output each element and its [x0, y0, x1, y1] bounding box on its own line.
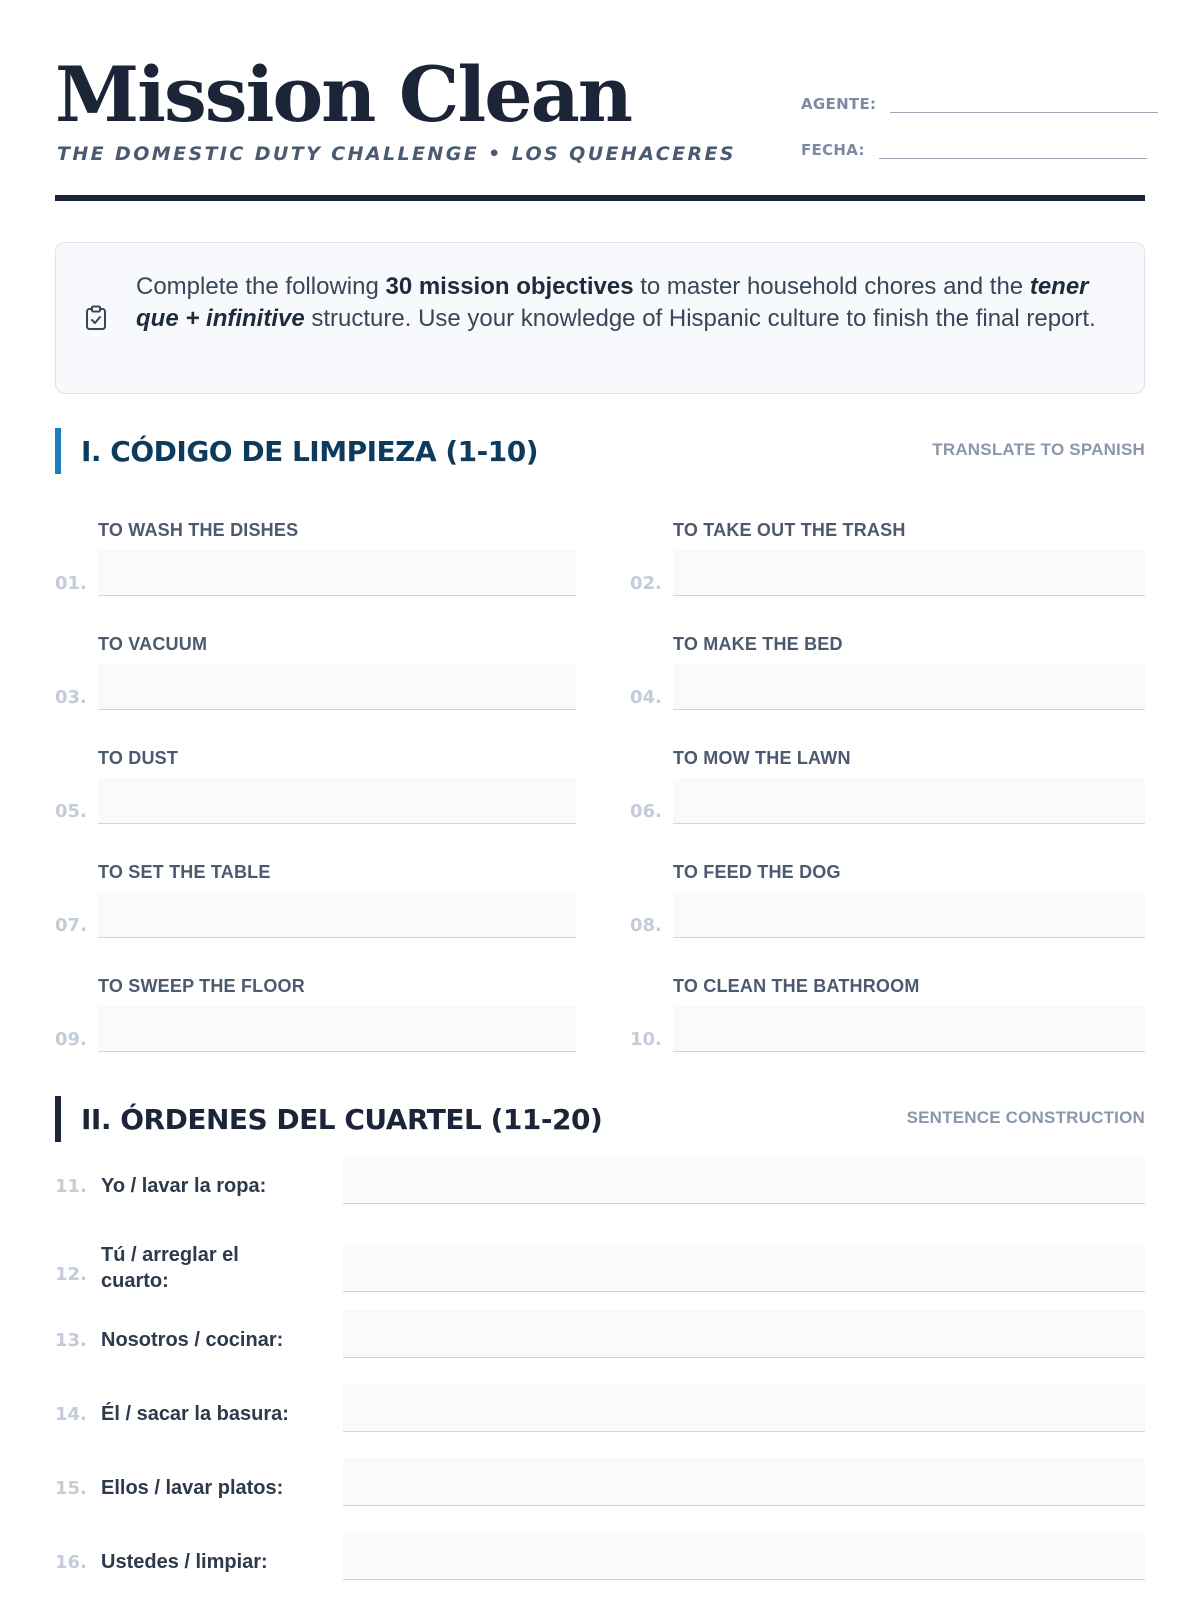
objective-number: 10.: [630, 1029, 662, 1050]
objective-number: 02.: [630, 573, 662, 594]
sentence-prompt: Nosotros / cocinar:: [101, 1329, 284, 1351]
objective-number: 04.: [630, 687, 662, 708]
objective-number: 05.: [55, 801, 87, 822]
worksheet-header: [55, 50, 1145, 203]
date-label: FECHA:: [801, 141, 865, 159]
objective-item: [55, 748, 576, 828]
answer-field[interactable]: [98, 550, 576, 596]
sentence-answer-field[interactable]: [343, 1384, 1145, 1432]
objective-item: [630, 748, 1145, 828]
section-2-tag: SENTENCE CONSTRUCTION: [906, 1108, 1145, 1127]
date-row: [801, 137, 1147, 159]
objective-number: 03.: [55, 687, 87, 708]
sentence-answer-field[interactable]: [343, 1532, 1145, 1580]
sentence-number: 12.: [55, 1264, 87, 1285]
section-1-accent-bar: [55, 428, 61, 474]
objective-prompt: TO TAKE OUT THE TRASH: [673, 520, 906, 540]
sentence-answer-field[interactable]: [343, 1310, 1145, 1358]
objectives-count: 30 mission objectives: [385, 273, 634, 300]
answer-field[interactable]: [98, 892, 576, 938]
instructions-box: [55, 242, 1145, 394]
objective-prompt: TO WASH THE DISHES: [98, 520, 299, 540]
instructions-text: Complete the following 30 mission objectives to master household chores and the tener que + infinitive structure. Use your knowledge of Hispanic culture to finish the final report.: [136, 273, 1096, 332]
sentence-answer-field[interactable]: [343, 1458, 1145, 1506]
page-subtitle: THE DOMESTIC DUTY CHALLENGE • LOS QUEHACERES: [57, 143, 736, 165]
sentence-prompt: Él / sacar la basura:: [101, 1403, 289, 1425]
answer-field[interactable]: [673, 1006, 1145, 1052]
objective-prompt: TO DUST: [98, 748, 179, 768]
answer-field[interactable]: [673, 550, 1145, 596]
sentence-number: 14.: [55, 1404, 87, 1425]
sentence-prompt: Tú / arreglar el cuarto:: [101, 1244, 239, 1292]
objective-number: 08.: [630, 915, 662, 936]
grammar-structure: tener que + infinitive: [136, 273, 1089, 332]
answer-field[interactable]: [673, 664, 1145, 710]
objective-prompt: TO VACUUM: [98, 634, 208, 654]
objective-number: 01.: [55, 573, 87, 594]
answer-field[interactable]: [673, 892, 1145, 938]
objective-prompt: TO CLEAN THE BATHROOM: [673, 976, 920, 996]
agent-field[interactable]: [890, 91, 1158, 113]
header-divider: [55, 195, 1145, 201]
sentence-prompt: Ellos / lavar platos:: [101, 1477, 284, 1499]
page-title: Mission Clean: [55, 50, 632, 139]
objective-prompt: TO FEED THE DOG: [673, 862, 841, 882]
objective-item: [630, 862, 1145, 942]
objective-prompt: TO MAKE THE BED: [673, 634, 843, 654]
objective-item: [55, 520, 576, 600]
answer-field[interactable]: [98, 664, 576, 710]
date-field[interactable]: [879, 137, 1147, 159]
sentence-answer-field[interactable]: [343, 1156, 1145, 1204]
section-1-title: I. CÓDIGO DE LIMPIEZA (1-10): [81, 435, 539, 468]
clipboard-check-icon: [84, 305, 108, 331]
section-2-accent-bar: [55, 1096, 61, 1142]
section-1-tag: TRANSLATE TO SPANISH: [932, 440, 1145, 459]
objective-item: [55, 976, 576, 1056]
section-2-header: [55, 1096, 1145, 1144]
sentence-number: 15.: [55, 1478, 87, 1499]
answer-field[interactable]: [98, 778, 576, 824]
section-2-title: II. ÓRDENES DEL CUARTEL (11-20): [81, 1103, 603, 1136]
objective-item: [55, 862, 576, 942]
objective-item: [630, 976, 1145, 1056]
agent-label: AGENTE:: [801, 95, 877, 113]
objective-number: 07.: [55, 915, 87, 936]
agent-row: [801, 91, 1158, 113]
sentence-number: 11.: [55, 1176, 87, 1197]
objective-item: [630, 634, 1145, 714]
objective-prompt: TO SET THE TABLE: [98, 862, 271, 882]
sentence-prompt: Yo / lavar la ropa:: [101, 1175, 267, 1197]
sentence-prompt: Ustedes / limpiar:: [101, 1551, 268, 1573]
answer-field[interactable]: [673, 778, 1145, 824]
objective-prompt: TO SWEEP THE FLOOR: [98, 976, 305, 996]
objective-number: 06.: [630, 801, 662, 822]
section-1-header: [55, 428, 1145, 476]
sentence-number: 16.: [55, 1552, 87, 1573]
sentence-answer-field[interactable]: [343, 1244, 1145, 1292]
objective-prompt: TO MOW THE LAWN: [673, 748, 851, 768]
answer-field[interactable]: [98, 1006, 576, 1052]
sentence-number: 13.: [55, 1330, 87, 1351]
objective-item: [630, 520, 1145, 600]
objective-number: 09.: [55, 1029, 87, 1050]
objective-item: [55, 634, 576, 714]
